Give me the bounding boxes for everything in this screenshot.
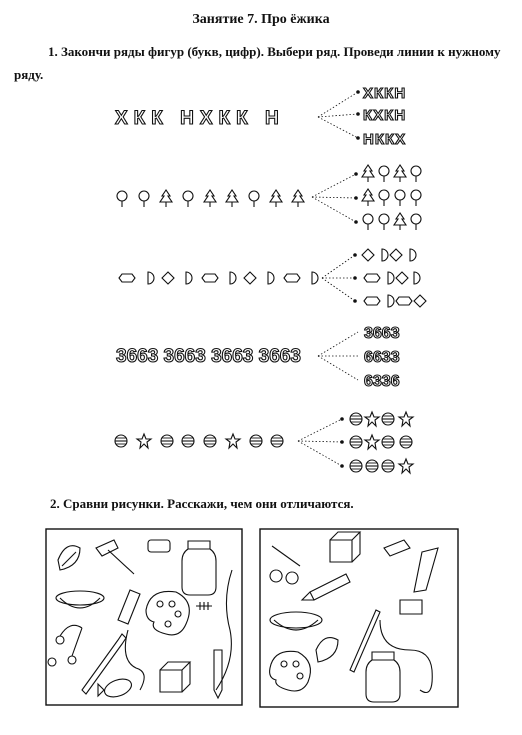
row-5-sequence [115,434,283,448]
task-1-text: Закончи ряды фигур (букв, цифр). Выбери ряд. Проведи линии к нужному ряду. [14,44,501,82]
pencil-icon [214,650,222,698]
tube-icon [148,540,170,552]
bowl-icon [56,591,104,605]
cord-icon [380,620,432,693]
task-2-number: 2. [50,496,60,511]
leaf-icon [316,638,338,662]
row-3-shapes [119,249,426,307]
palette-icon [270,651,311,691]
row-4-connector-lines [318,332,358,380]
jar-icon [366,652,400,702]
row-3-option-1 [362,249,416,261]
brush-icon [82,634,126,694]
row-4-option-2: 6633 [364,349,400,366]
row-1-option-3: НККХ [363,131,407,148]
right-picture [260,529,458,707]
task-2-instruction [50,496,354,512]
paint-tube-icon [118,590,140,624]
row-2-option-1 [362,165,421,182]
row-5-balls-stars [115,412,413,473]
pushpin-icon [98,684,104,696]
row-4-option-3: 6336 [364,373,400,390]
row-5-option-3 [350,459,413,473]
row-3-connector-lines [322,255,355,301]
paint-tube-icon [384,540,410,556]
cherry-icon [56,636,64,644]
screw-icon [196,602,212,610]
pine-cone-icon [102,676,134,701]
row-5-option-2 [350,435,412,449]
jar-icon [182,541,216,595]
row-1-connector-lines [318,92,358,138]
cube-icon [160,662,190,692]
leaf-icon [58,546,80,570]
row-1-option-1: ХККН [363,85,407,102]
row-1-letters [115,85,406,148]
row-1-sequence: ХКК НХКК Н [115,108,285,129]
row-2-connector-lines [312,174,356,222]
row-2-trees [117,165,421,230]
row-3-sequence [119,272,318,284]
row-4-digits [116,325,400,390]
lesson-title: Занятие 7. Про ёжика [192,12,330,27]
row-2-option-2 [362,189,421,206]
brush-icon [350,610,380,672]
task-1-number: 1. [48,44,58,59]
bowl-icon [270,612,322,628]
row-3-option-2 [364,272,420,284]
cube-icon [330,532,360,562]
glasses-icon [270,546,300,584]
palette-icon [146,591,189,635]
row-5-connector-lines [298,419,342,466]
row-4-sequence: 3663 3663 3663 3663 [116,346,301,367]
row-4-option-1: 3663 [364,325,400,342]
row-2-option-3 [363,213,421,230]
cord-icon [216,570,232,690]
row-1-option-2: КХКН [363,107,407,124]
left-picture [46,529,242,705]
hammer-icon [96,540,134,574]
row-5-option-1 [350,412,413,426]
task-2-text: Сравни рисунки. Расскажи, чем они отличаются. [63,496,354,511]
row-3-option-3 [364,295,426,307]
wire-loop-icon [125,630,144,690]
hammer-icon [400,548,438,614]
pencil-icon [302,574,350,600]
row-2-sequence [117,190,304,207]
